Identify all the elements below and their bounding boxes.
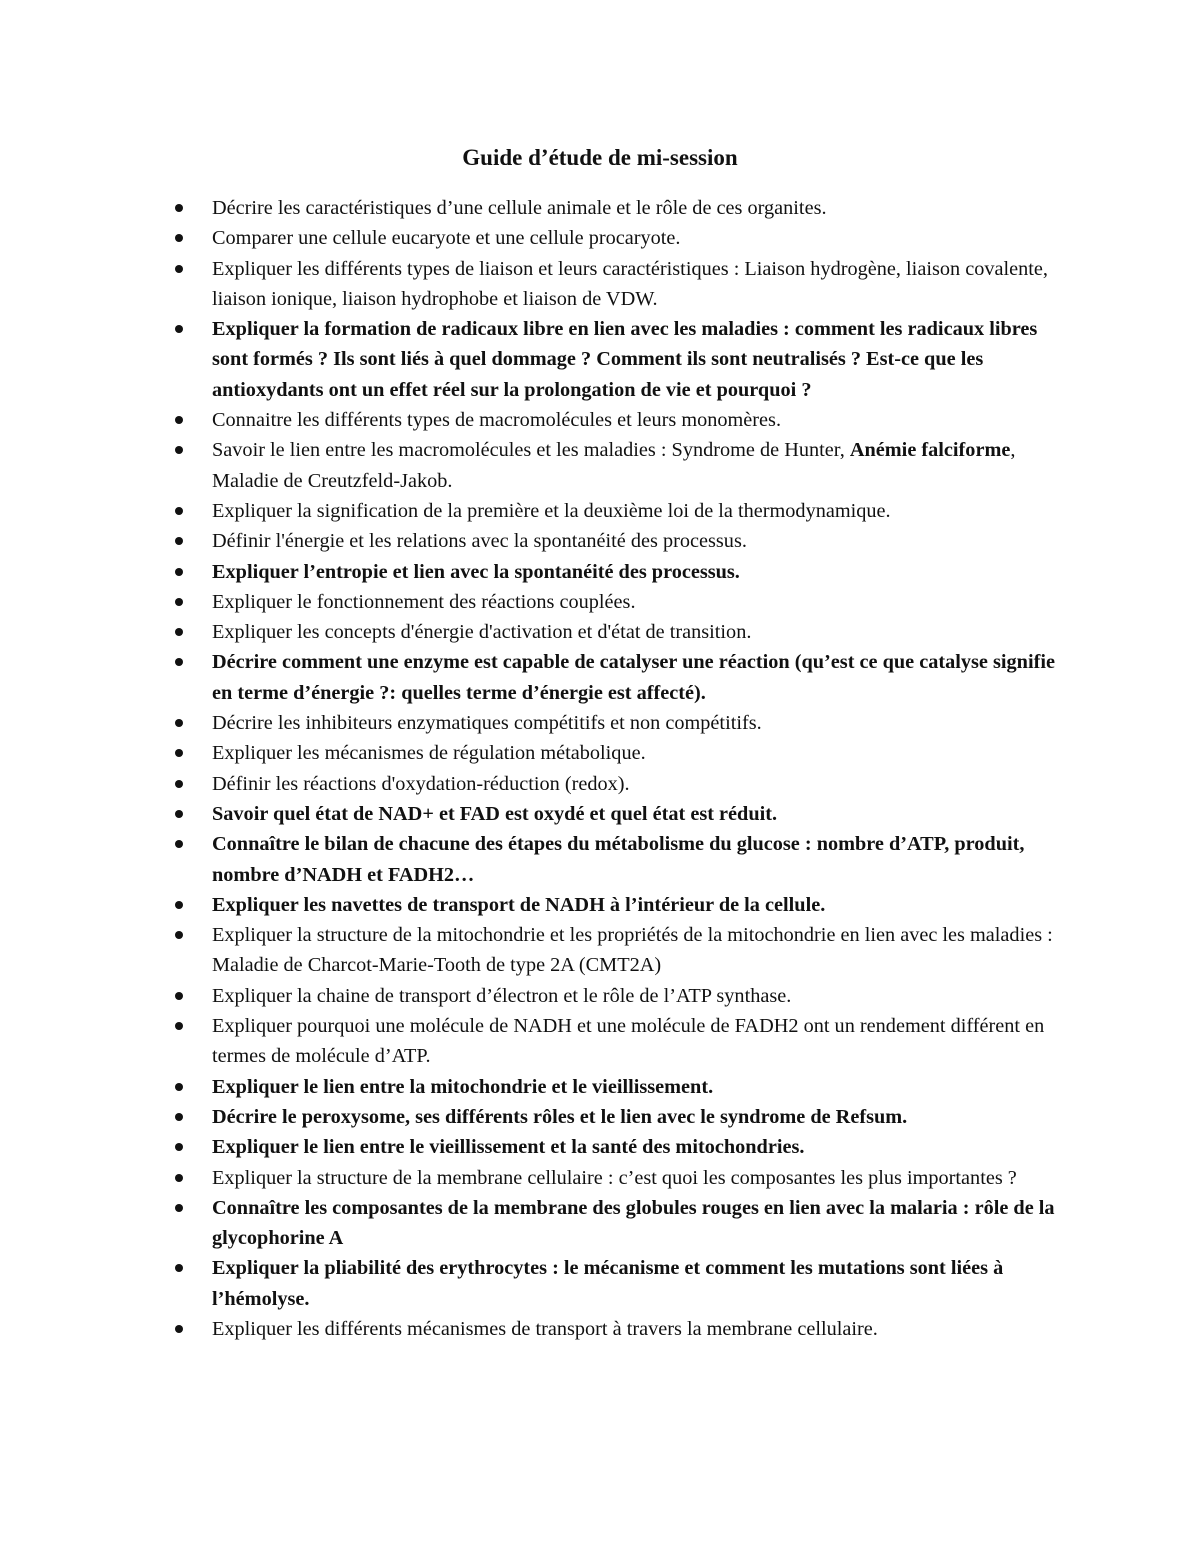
list-item-text: Expliquer le fonctionnement des réactions couplées. [212, 590, 636, 613]
list-item [174, 708, 1064, 738]
list-item [174, 496, 1064, 526]
list-item-text: Décrire les inhibiteurs enzymatiques compétitifs et non compétitifs. [212, 712, 762, 735]
list-item-text: Connaître le bilan de chacune des étapes du métabolisme du glucose : nombre d’ATP, produit, nombre d’NADH et FADH2 [212, 833, 1025, 886]
list-item [174, 617, 1064, 647]
bullet-icon [175, 780, 183, 788]
bullet-icon [175, 628, 183, 636]
bullet-icon [175, 446, 183, 454]
bullet-icon [175, 749, 183, 757]
list-item-text: Savoir quel état de NAD+ et FAD est oxydé et quel état est réduit. [212, 802, 778, 825]
list-item-text: Connaître les composantes de la membrane des globules rouges en lien avec la malaria : rôle de la glycophorine A [212, 1196, 1055, 1250]
list-item-text: Expliquer le lien entre le vieillissement et la santé des mitochondries. [212, 1136, 805, 1159]
list-item-text: Décrire comment une enzyme est capable de catalyser une réaction (qu’est ce que catalyse signifie en terme d’énergie ?: quelles terme d’énergie est affecté). [212, 651, 1055, 704]
list-item-text: Expliquer les différents types de liaison et leurs caractéristiques : Liaison hydrogène, liaison covalente, liaison ionique, liaison hydrophobe et liaison de VDW. [212, 257, 1048, 310]
bullet-icon [175, 901, 183, 909]
bullet-icon [175, 1083, 183, 1091]
list-item-text: Comparer une cellule eucaryote et une cellule procaryote. [212, 227, 681, 250]
bullet-icon [175, 658, 183, 666]
list-item-text: Expliquer la structure de la membrane cellulaire : c’est quoi les composantes les plus importantes ? [212, 1166, 1017, 1189]
bullet-icon [175, 507, 183, 515]
list-item [174, 1314, 1064, 1344]
list-item-text: Expliquer les concepts d'énergie d'activation et d'état de transition. [212, 621, 752, 644]
list-item-text: Anémie falciforme [849, 439, 1011, 462]
list-item [174, 1011, 1064, 1072]
list-item-text: Expliquer la structure de la mitochondrie et les propriétés de la mitochondrie en lien avec les maladies : Maladie de Charcot-Marie-Tooth de type 2A (CMT2A) [212, 924, 1053, 977]
list-item-text: … [454, 863, 475, 886]
bullet-icon [175, 325, 183, 333]
bullet-icon [175, 840, 183, 848]
list-item [174, 1102, 1064, 1132]
list-item [174, 557, 1064, 587]
study-guide-list [174, 193, 1064, 1344]
bullet-icon [175, 1204, 183, 1212]
list-item [174, 890, 1064, 920]
bullet-icon [175, 265, 183, 273]
bullet-icon [175, 719, 183, 727]
list-item-text: , Maladie de Creutzfeld-Jakob. [212, 439, 1016, 492]
list-item-text: Expliquer l’entropie et lien avec la spontanéité des processus. [212, 560, 740, 583]
bullet-icon [175, 1022, 183, 1030]
bullet-icon [175, 416, 183, 424]
list-item [174, 223, 1064, 253]
list-item [174, 920, 1064, 981]
bullet-icon [175, 1174, 183, 1182]
list-item [174, 405, 1064, 435]
list-item-text: Expliquer les mécanismes de régulation métabolique. [212, 742, 646, 765]
list-item-text: Expliquer les navettes de transport de NADH à l’intérieur de la cellule. [212, 893, 826, 916]
list-item [174, 1072, 1064, 1102]
list-item [174, 799, 1064, 829]
list-item [174, 738, 1064, 768]
list-item [174, 647, 1064, 708]
bullet-icon [175, 1113, 183, 1121]
list-item-text: Expliquer pourquoi une molécule de NADH et une molécule de FADH2 ont un rendement différent en termes de molécule d’ATP. [212, 1015, 1045, 1068]
list-item [174, 435, 1064, 496]
list-item [174, 1132, 1064, 1162]
bullet-icon [175, 598, 183, 606]
list-item-text: Connaitre les différents types de macromolécules et leurs monomères. [212, 409, 782, 432]
list-item-text: Expliquer le lien entre la mitochondrie et le vieillissement. [212, 1075, 714, 1098]
bullet-icon [175, 537, 183, 545]
bullet-icon [175, 234, 183, 242]
list-item [174, 526, 1064, 556]
list-item-text: Savoir le lien entre les macromolécules et les maladies : Syndrome de Hunter, [212, 439, 850, 462]
list-item-text: Expliquer la signification de la première et la deuxième loi de la thermodynamique. [212, 499, 891, 522]
list-item-text: Définir l'énergie et les relations avec la spontanéité des processus. [212, 530, 747, 553]
bullet-icon [175, 992, 183, 1000]
list-item-text: Expliquer les différents mécanismes de transport à travers la membrane cellulaire. [212, 1317, 878, 1340]
bullet-icon [175, 204, 183, 212]
list-item-text: Expliquer la formation de radicaux libre en lien avec les maladies : comment les radicaux libres sont formés ? Ils sont liés à quel dommage ? Comment ils sont neutralisés ? Est-ce que les antioxydants ont un effet réel sur la prolongation de vie et pourquoi ? [212, 318, 1038, 401]
list-item [174, 193, 1064, 223]
list-item [174, 1193, 1064, 1254]
list-item [174, 981, 1064, 1011]
page-title: Guide d’étude de mi-session [462, 145, 738, 170]
list-item [174, 314, 1064, 405]
list-item-text: Décrire les caractéristiques d’une cellule animale et le rôle de ces organites. [212, 197, 827, 219]
list-item-text: Définir les réactions d'oxydation-réduction (redox). [212, 772, 630, 795]
bullet-icon [175, 1264, 183, 1272]
bullet-icon [175, 810, 183, 818]
list-item-text: Expliquer la pliabilité des erythrocytes : le mécanisme et comment les mutations sont liées à l’hémolyse. [212, 1257, 1004, 1310]
list-item [174, 254, 1064, 315]
list-item [174, 1253, 1064, 1314]
list-item [174, 1163, 1064, 1193]
bullet-icon [175, 931, 183, 939]
list-item-text: Expliquer la chaine de transport d’électron et le rôle de l’ATP synthase. [212, 984, 792, 1007]
bullet-icon [175, 1325, 183, 1333]
bullet-icon [175, 1143, 183, 1151]
list-item [174, 769, 1064, 799]
list-item [174, 829, 1064, 890]
list-item-text: Décrire le peroxysome, ses différents rôles et le lien avec le syndrome de Refsum. [212, 1105, 908, 1128]
bullet-icon [175, 568, 183, 576]
list-item [174, 587, 1064, 617]
